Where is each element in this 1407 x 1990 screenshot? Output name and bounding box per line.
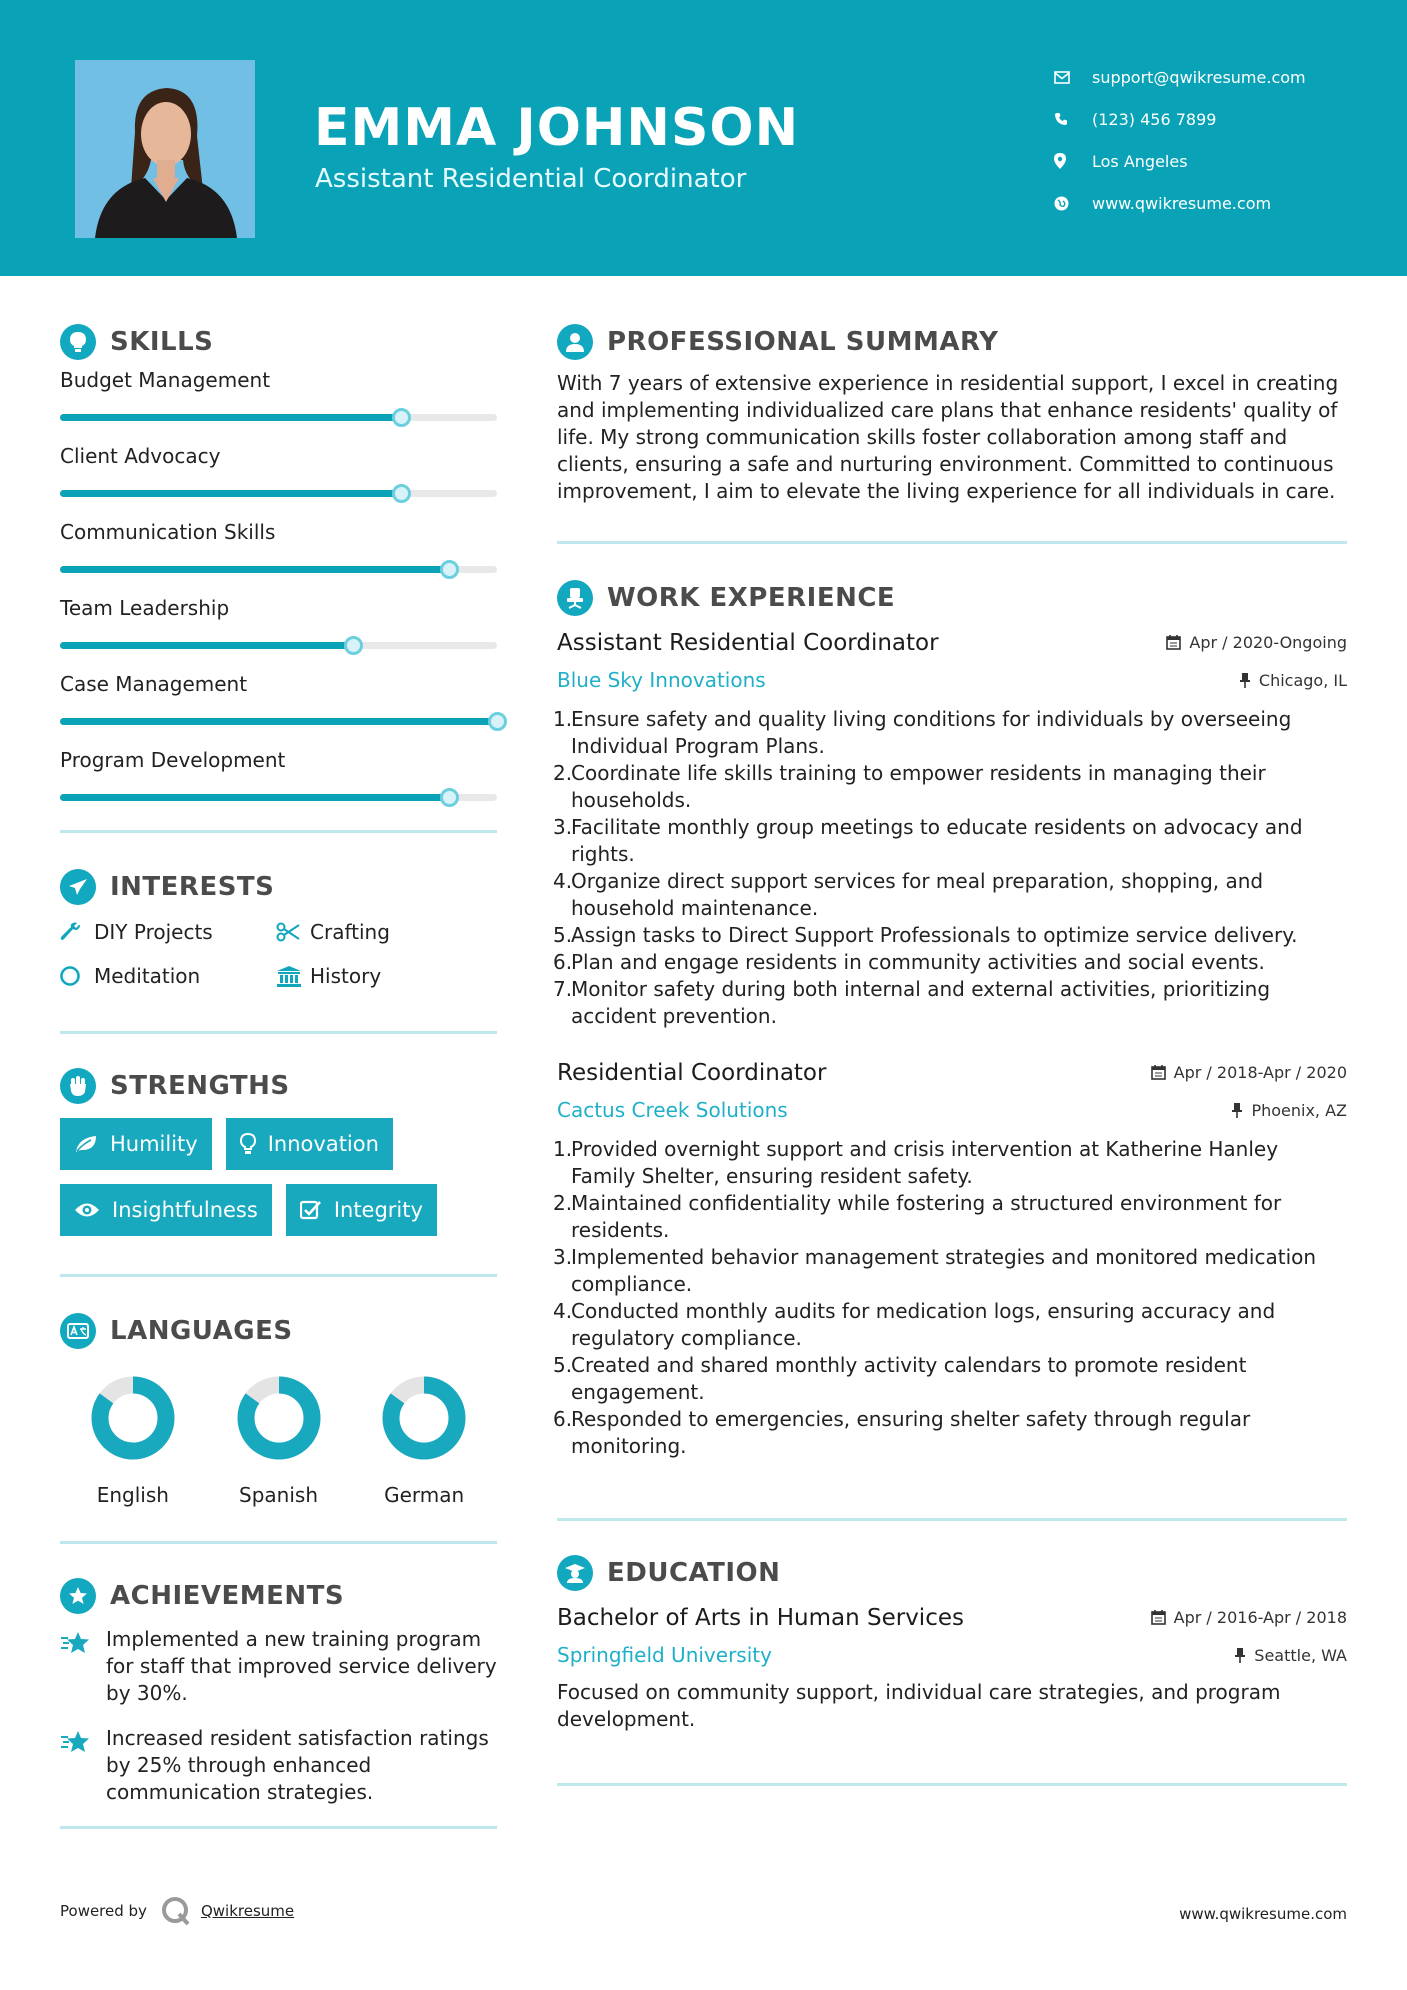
contact-website-text: www.qwikresume.com: [1092, 193, 1272, 213]
left-column: [60, 318, 497, 1829]
skill-bar: [60, 490, 497, 497]
star-badge-icon: [60, 1578, 96, 1614]
experience-section: [553, 574, 1347, 1460]
job-date-text: Apr / 2020-Ongoing: [1189, 633, 1347, 652]
profile-photo: [75, 60, 255, 238]
qwikresume-link[interactable]: Qwikresume: [200, 1902, 295, 1920]
education-location: [1234, 1646, 1347, 1665]
graduate-icon: [557, 1555, 593, 1591]
skill-knob: [440, 788, 459, 807]
skill-bar: [60, 566, 497, 573]
skill-bar: [60, 794, 497, 801]
job-header: [557, 630, 1347, 656]
duty-item: 2. Coordinate life skills training to empower residents in managing their households.: [557, 760, 1347, 814]
achievement-text: Increased resident satisfaction ratings by 25% through enhanced communication strategies.: [106, 1726, 489, 1804]
skill-knob: [488, 712, 507, 731]
duty-item: 1. Provided overnight support and crisis intervention at Katherine Hanley Family Shelter, ensuring resident safety.: [557, 1136, 1347, 1190]
section-divider: [60, 1274, 497, 1277]
strengths-section: [60, 1062, 497, 1236]
duty-text: Responded to emergencies, ensuring shelter safety through regular monitoring.: [571, 1407, 1251, 1458]
summary-text: With 7 years of extensive experience in residential support, I excel in creating and implementing individualized care plans that enhance residents' quality of life. My strong communication skills foster collaboration among staff and clients, ensuring a safe and nurturing environment. Committed to continuous improvement, I aim to elevate the living experience for all individuals in care.: [557, 371, 1339, 503]
skill-fill: [60, 718, 497, 725]
duty-text: Organize direct support services for meal preparation, shopping, and household maintenance.: [571, 869, 1264, 920]
duty-text: Created and shared monthly activity calendars to promote resident engagement.: [571, 1353, 1247, 1404]
job-duties: [553, 706, 1347, 1030]
job-date: [1151, 1063, 1347, 1082]
skill-label: Client Advocacy: [60, 444, 221, 468]
interests-section: [60, 863, 497, 991]
paper-plane-icon: [60, 869, 96, 905]
skill-label: Communication Skills: [60, 520, 276, 544]
check-square-icon: [300, 1200, 322, 1220]
contact-website[interactable]: [1054, 182, 1374, 224]
strength-label: Humility: [110, 1132, 198, 1156]
education-section: [557, 1549, 1347, 1733]
interest-label: DIY Projects: [94, 920, 213, 944]
job-subheader: [557, 668, 1347, 692]
achievement-text: Implemented a new training program for staff that improved service delivery by 30%.: [106, 1627, 497, 1705]
skill-knob: [392, 408, 411, 427]
job-header: [557, 1060, 1347, 1086]
skill-item: [60, 520, 497, 596]
achievements-section: [60, 1572, 497, 1806]
header-banner: [0, 0, 1407, 276]
summary-section: [557, 318, 1347, 505]
interests-list: [60, 911, 497, 991]
experience-header: [557, 574, 1347, 622]
skill-knob: [392, 484, 411, 503]
calendar-icon: [1151, 1065, 1166, 1080]
section-divider: [60, 1031, 497, 1034]
job-date: [1166, 633, 1347, 652]
languages-title: LANGUAGES: [110, 1316, 293, 1346]
duty-item: 6. Responded to emergencies, ensuring shelter safety through regular monitoring.: [557, 1406, 1347, 1460]
section-divider: [60, 1541, 497, 1544]
achievement-item: [60, 1725, 497, 1806]
achievement-item: [60, 1626, 497, 1707]
pin-icon: [1231, 1102, 1243, 1118]
skill-label: Case Management: [60, 672, 248, 696]
job-date-text: Apr / 2018-Apr / 2020: [1173, 1063, 1347, 1082]
job-location: [1231, 1101, 1347, 1120]
interest-label: History: [310, 964, 382, 988]
skill-knob: [344, 636, 363, 655]
duty-item: 6. Plan and engage residents in community activities and social events.: [553, 950, 1265, 974]
duty-item: 4. Organize direct support services for meal preparation, shopping, and household maintenance.: [557, 868, 1347, 922]
job-subheader: [557, 1098, 1347, 1122]
candidate-title: Assistant Residential Coordinator: [315, 164, 747, 194]
job-duties: [553, 1136, 1347, 1460]
contact-email[interactable]: [1054, 56, 1374, 98]
interests-header: [60, 863, 497, 911]
eye-icon: [74, 1201, 100, 1219]
interest-item: [60, 961, 276, 991]
duty-text: Monitor safety during both internal and external activities, prioritizing accident prevention.: [571, 977, 1271, 1028]
powered-by-text: Powered by: [60, 1902, 147, 1920]
degree-name: Bachelor of Arts in Human Services: [557, 1605, 964, 1631]
language-ring: [236, 1375, 322, 1461]
strength-badge: [60, 1184, 272, 1236]
language-item: [206, 1375, 352, 1507]
scissors-icon: [276, 922, 310, 942]
job-position: Residential Coordinator: [557, 1060, 827, 1086]
education-date: [1151, 1608, 1347, 1627]
skill-item: [60, 672, 497, 748]
interest-item: [276, 917, 476, 947]
chair-icon: [557, 580, 593, 616]
skill-fill: [60, 794, 449, 801]
strength-badge: [60, 1118, 212, 1170]
skills-list: [60, 368, 497, 824]
footer-website[interactable]: www.qwikresume.com: [1179, 1905, 1347, 1923]
contact-list: [1054, 56, 1374, 224]
interest-label: Meditation: [94, 964, 201, 988]
education-header-row: [557, 1605, 1347, 1631]
contact-phone[interactable]: [1054, 98, 1374, 140]
envelope-icon: [1054, 71, 1092, 84]
duty-item: 7. Monitor safety during both internal and external activities, prioritizing accident prevention.: [557, 976, 1347, 1030]
section-divider: [60, 830, 497, 833]
language-label: German: [384, 1483, 465, 1507]
duty-item: 3. Implemented behavior management strategies and monitored medication compliance.: [557, 1244, 1347, 1298]
right-column: [553, 318, 1347, 1786]
strength-badge: [226, 1118, 393, 1170]
language-icon: [60, 1313, 96, 1349]
duty-text: Maintained confidentiality while fostering a structured environment for residents.: [571, 1191, 1282, 1242]
leaf-icon: [74, 1134, 98, 1154]
language-label: Spanish: [239, 1483, 318, 1507]
job-entry: [553, 630, 1347, 1030]
skills-title: SKILLS: [110, 327, 214, 357]
summary-title: PROFESSIONAL SUMMARY: [607, 327, 999, 357]
globe-icon: [1054, 196, 1092, 211]
museum-icon: [276, 965, 310, 987]
wrench-icon: [60, 921, 94, 943]
skill-label: Program Development: [60, 748, 286, 772]
section-divider: [557, 1518, 1347, 1521]
achievements-header: [60, 1572, 497, 1620]
skill-fill: [60, 566, 449, 573]
skill-fill: [60, 490, 401, 497]
duty-text: Plan and engage residents in community activities and social events.: [571, 950, 1265, 974]
calendar-icon: [1166, 635, 1181, 650]
skills-header: [60, 318, 497, 366]
skill-knob: [440, 560, 459, 579]
interests-title: INTERESTS: [110, 872, 275, 902]
skill-bar: [60, 718, 497, 725]
experience-title: WORK EXPERIENCE: [607, 583, 896, 613]
fist-icon: [60, 1068, 96, 1104]
language-item: [351, 1375, 497, 1507]
education-title: EDUCATION: [607, 1558, 781, 1588]
section-divider: [557, 541, 1347, 544]
star-icon: [60, 1725, 106, 1806]
strengths-header: [60, 1062, 497, 1110]
calendar-icon: [1151, 1610, 1166, 1625]
lightbulb-icon: [60, 324, 96, 360]
qwikresume-logo-icon: [161, 1896, 191, 1926]
duty-item: 5. Created and shared monthly activity calendars to promote resident engagement.: [557, 1352, 1347, 1406]
skill-item: [60, 596, 497, 672]
circle-icon: [60, 965, 94, 987]
duty-item: 2. Maintained confidentiality while fostering a structured environment for residents.: [557, 1190, 1347, 1244]
strength-label: Integrity: [333, 1198, 423, 1222]
contact-location-text: Los Angeles: [1092, 151, 1188, 171]
language-ring: [90, 1375, 176, 1461]
education-date-text: Apr / 2016-Apr / 2018: [1173, 1608, 1347, 1627]
duty-text: Implemented behavior management strategies and monitored medication compliance.: [571, 1245, 1317, 1296]
duty-text: Coordinate life skills training to empower residents in managing their households.: [571, 761, 1266, 812]
education-description: Focused on community support, individual care strategies, and program development.: [557, 1680, 1281, 1731]
languages-list: [60, 1355, 497, 1507]
interest-item: [276, 961, 476, 991]
duty-text: Assign tasks to Direct Support Professionals to optimize service delivery.: [571, 923, 1298, 947]
job-location: [1239, 671, 1347, 690]
star-icon: [60, 1626, 106, 1707]
interest-label: Crafting: [310, 920, 390, 944]
education-header: [557, 1549, 1347, 1597]
duty-text: Ensure safety and quality living conditions for individuals by overseeing Individual Program Plans.: [571, 707, 1292, 758]
summary-header: [557, 318, 1347, 366]
school-name: Springfield University: [557, 1643, 772, 1667]
language-item: [60, 1375, 206, 1507]
job-company: Blue Sky Innovations: [557, 668, 766, 692]
duty-item: 3. Facilitate monthly group meetings to educate residents on advocacy and rights.: [557, 814, 1347, 868]
candidate-name: EMMA JOHNSON: [314, 98, 800, 158]
strength-label: Insightfulness: [112, 1198, 258, 1222]
job-company: Cactus Creek Solutions: [557, 1098, 788, 1122]
contact-email-text: support@qwikresume.com: [1092, 67, 1306, 87]
skill-item: [60, 368, 497, 444]
contact-location: [1054, 140, 1374, 182]
section-divider: [557, 1783, 1347, 1786]
skill-label: Budget Management: [60, 368, 271, 392]
languages-section: [60, 1307, 497, 1507]
language-label: English: [96, 1483, 169, 1507]
duty-text: Conducted monthly audits for medication logs, ensuring accuracy and regulatory compliance.: [571, 1299, 1276, 1350]
skill-bar: [60, 414, 497, 421]
achievements-title: ACHIEVEMENTS: [110, 1581, 345, 1611]
education-subheader: [557, 1643, 1347, 1667]
strength-badge: [286, 1184, 437, 1236]
strengths-list: [60, 1110, 497, 1236]
skill-fill: [60, 642, 353, 649]
map-marker-icon: [1054, 153, 1092, 169]
strengths-title: STRENGTHS: [110, 1071, 290, 1101]
languages-header: [60, 1307, 497, 1355]
duty-item: 5. Assign tasks to Direct Support Professionals to optimize service delivery.: [553, 923, 1298, 947]
contact-phone-text: (123) 456 7899: [1092, 109, 1217, 129]
phone-icon: [1054, 112, 1092, 126]
job-entry: [553, 1060, 1347, 1460]
duty-item: 1. Ensure safety and quality living conditions for individuals by overseeing Individual Program Plans.: [557, 706, 1347, 760]
job-location-text: Phoenix, AZ: [1251, 1100, 1347, 1120]
strength-label: Innovation: [267, 1132, 379, 1156]
skill-label: Team Leadership: [60, 596, 230, 620]
job-position: Assistant Residential Coordinator: [557, 630, 939, 656]
education-location-text: Seattle, WA: [1254, 1645, 1347, 1665]
duty-text: Provided overnight support and crisis intervention at Katherine Hanley Family Shelter, ensuring resident safety.: [571, 1137, 1279, 1188]
duty-item: 4. Conducted monthly audits for medication logs, ensuring accuracy and regulatory compliance.: [557, 1298, 1347, 1352]
skill-item: [60, 748, 497, 824]
user-icon: [557, 324, 593, 360]
interest-item: [60, 917, 276, 947]
skill-fill: [60, 414, 401, 421]
pin-icon: [1239, 672, 1251, 688]
section-divider: [60, 1826, 497, 1829]
skills-section: [60, 318, 497, 824]
lightbulb-icon: [240, 1133, 256, 1155]
footer-powered-by: [60, 1896, 294, 1926]
language-ring: [381, 1375, 467, 1461]
skill-bar: [60, 642, 497, 649]
skill-item: [60, 444, 497, 520]
duty-text: Facilitate monthly group meetings to educate residents on advocacy and rights.: [571, 815, 1303, 866]
pin-icon: [1234, 1647, 1246, 1663]
job-location-text: Chicago, IL: [1258, 670, 1347, 690]
